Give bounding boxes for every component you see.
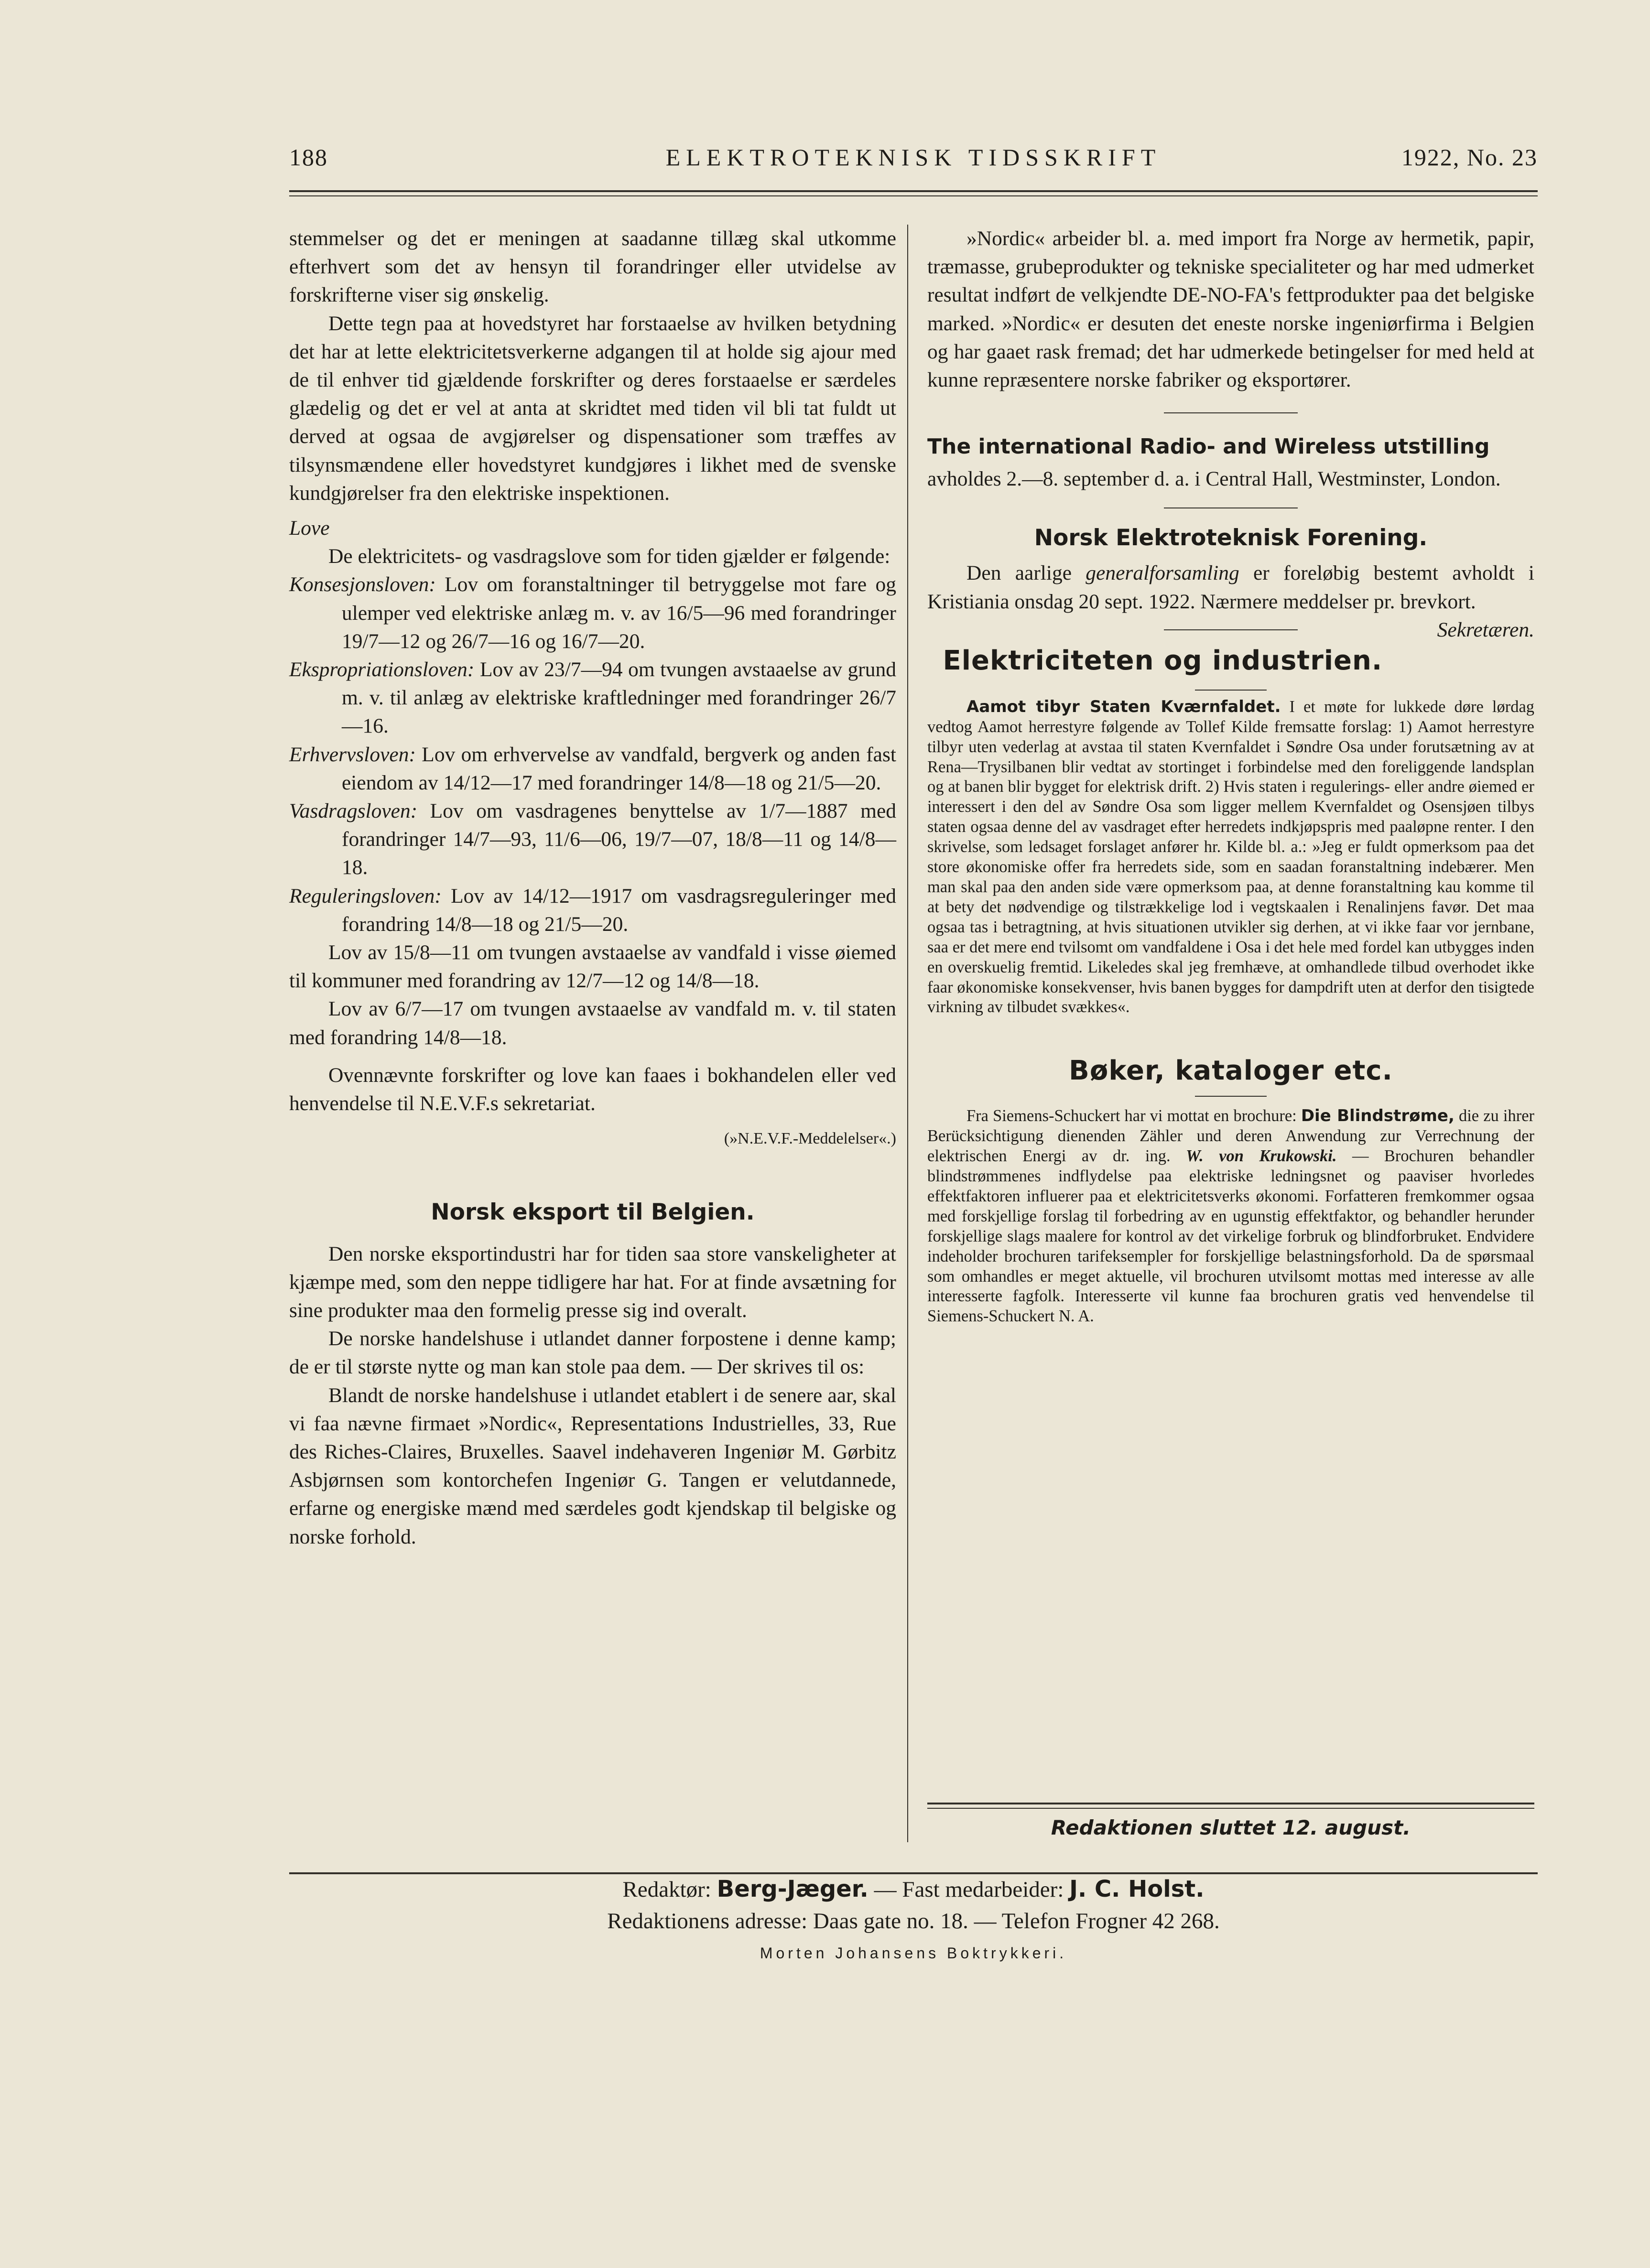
paragraph: Den norske eksportindustri har for tiden saa store vanskeligheter at kjæmpe med, som den neppe tidligere har hat. For at finde avsætning for sine produkter maa den formelig presse sig ind overalt. xyxy=(289,1242,896,1322)
law-text: Lov om foranstaltninger til betryggelse mot fare og ulemper ved elektriske anlæg m. v. av 16/5—96 med forandringer 19/7—12 og 26/7—16 og 16/7—20. xyxy=(342,573,896,653)
text-run: — Brochuren behandler blindstrømmenes indflydelse paa elektriske ledningsnet og paaviser hvorledes effektfaktoren influerer paa et elektricitetsverks økonomi. Forfatteren fremkommer ogsaa med forskjellige forslag til forbedring av en ugunstig effektfaktor, og behandler herunder forskjellige slags maalere for kontrol av det virkelige forbruk og blindforbruket. Endvidere indeholder brochuren tarifeksempler for forskjellige belastningsforhold. Da de spørsmaal som omhandles er meget aktuelle, vil brochuren utvilsomt mottas med interesse av alle interesserte fagfolk. Interesserte vil kunne faa brochuren gratis ved henvendelse til Siemens-Schuckert N. A. xyxy=(927,1147,1534,1326)
issue-label: 1922, No. 23 xyxy=(1401,144,1538,171)
export-heading: Norsk eksport til Belgien. xyxy=(431,1199,755,1225)
journal-title: ELEKTROTEKNISK TIDSSKRIFT xyxy=(665,144,1162,171)
law-text: Lov av 14/12—1917 om vasdragsreguleringer med forandring 14/8—18 og 21/5—20. xyxy=(342,884,896,936)
editorial-close-note: Redaktionen sluttet 12. august. xyxy=(1051,1816,1411,1839)
paragraph: Lov av 6/7—17 om tvungen avstaaelse av vandfald m. v. til staten med forandring 14/8—18. xyxy=(289,997,896,1049)
paragraph: Ovennævnte forskrifter og love kan faaes i bokhandelen eller ved henvendelse til N.E.V.F.s sekretariat. xyxy=(289,1063,896,1115)
law-entry xyxy=(289,882,896,939)
paragraph xyxy=(927,559,1534,641)
text-run: die zu ihrer Berücksichtigung dienenden Zähler und deren Anwendung zur Verrechnung der elektrischen Energi av dr. ing. xyxy=(927,1107,1535,1166)
section-rule xyxy=(1164,412,1298,413)
header-rule xyxy=(289,190,1538,196)
text-run: Fra Siemens-Schuckert har vi mottat en brochure: xyxy=(966,1107,1301,1125)
paragraph: Dette tegn paa at hovedstyret har forstaaelse av hvilken betydning det har at lette elektricitetsverkerne adgangen til at holde sig ajour med de til enhver tid gjældende forskrifter og deres forstaaelse er særdeles glædelig og det er vel at anta at skridtet med tiden vil bli tat fuldt ut derved at ogsaa de avgjørelser og dispensationer som træffes av tilsynsmændene eller hovedstyret kundgjøres i likhet med de svenske kundgjørelser fra den elektriske inspektionen. xyxy=(289,312,896,505)
paragraph: »Nordic« arbeider bl. a. med import fra Norge av hermetik, papir, træmasse, grubeprodukter og tekniske specialiteter og har med udmerket resultat indført de velkjendte DE-NO-FA's fettprodukter paa det belgiske marked. »Nordic« er desuten det eneste norske ingeniørfirma i Belgien og har gaaet rask fremad; det har udmerkede betingelser for med held at kunne repræsentere norske fabriker og eksportører. xyxy=(927,227,1534,392)
editor-name: Berg-Jæger. xyxy=(716,1876,868,1902)
law-entry xyxy=(289,571,896,656)
text-run: — Fast medarbeider: xyxy=(868,1877,1070,1902)
paragraph: De norske handelshuse i utlandet danner forpostene i denne kamp; de er til største nytte og man kan stole paa dem. — Der skrives til os: xyxy=(289,1327,896,1379)
boker-heading: Bøker, kataloger etc. xyxy=(1069,1055,1393,1087)
law-name: Vasdragsloven: xyxy=(289,799,418,823)
review-item xyxy=(927,1106,1534,1327)
end-rule xyxy=(927,1803,1534,1809)
book-author: W. von Krukowski. xyxy=(1186,1147,1337,1166)
news-item-title: Aamot tibyr Staten Kværnfaldet. xyxy=(966,697,1281,716)
law-text: Lov om vasdragenes benyttelse av 1/7—1887 med forandringer 14/7—93, 11/6—06, 19/7—07, 18/8—11 og 14/8—18. xyxy=(342,799,896,879)
law-text: Lov av 23/7—94 om tvungen avstaaelse av grund m. v. til anlæg av elektriske kraftledninger med forandringer 26/7—16. xyxy=(342,658,896,738)
section-rule xyxy=(1195,1096,1267,1097)
imprint-line-1 xyxy=(289,1874,1538,1904)
news-item xyxy=(927,697,1534,1018)
industri-heading: Elektriciteten og industrien. xyxy=(943,645,1383,676)
radio-heading: The international Radio- and Wireless utstilling xyxy=(927,434,1490,459)
section-heading-love: Love xyxy=(289,517,330,540)
law-name: Reguleringsloven: xyxy=(289,884,442,907)
signature: Sekretæren. xyxy=(1437,618,1534,641)
law-entry xyxy=(289,656,896,741)
page-number: 188 xyxy=(289,144,328,171)
text-run: Redaktør: xyxy=(622,1877,717,1902)
staff-name: J. C. Holst. xyxy=(1069,1876,1205,1902)
news-item-text: I et møte for lukkede døre lørdag vedtog Aamot herrestyre følgende av Tollef Kilde fremsatte forslag: 1) Aamot herrestyre tilbyr uten vederlag at avstaa til staten Kvernfaldet i Søndre Osa under forutsætning av at Rena—Trysilbanen blir vedtat av stortinget i forbindelse med den foreliggende landsplan og at banen blir bygget for elektrisk drift. 2) Hvis staten i regulerings- eller andre øiemed er interessert i den del av Søndre Osa som ligger mellem Kvernfaldet og Osensjøen tilbys staten ogsaa denne del av vasdraget efter herredets indkjøpspris med paaløpne renter. I den skrivelse, som ledsaget forslaget anfører hr. Kilde bl. a.: »Jeg er fuldt opmerksom paa det store økonomiske offer fra herredets side, som en saadan foranstaltning indebærer. Men man skal paa den anden side være opmerksom paa, at denne foranstaltning kau komme til at bety det nødvendige og tilstrækkelige lod i vegtskaalen i Renalinjens favør. Det maa ogsaa tas i betragtning, at hvis situationen utvikler sig derhen, at vi ikke faar vor jernbane, saa er det mere end tvilsomt om vandfaldene i Osa i det hele med fordel kan utbygges inden en overskuelig fremtid. Likeledes skal jeg fremhæve, at omhandlede tilbud overhodet ikke faar økonomiske konsekvenser, hvis banen bygges for dampdrift uten at derfor den tisigtede virkning av tilbudet svækkes«. xyxy=(927,697,1535,1016)
paragraph: avholdes 2.—8. september d. a. i Central Hall, Westminster, London. xyxy=(927,467,1501,491)
left-column xyxy=(289,225,896,1551)
law-name: Ekspropriationsloven: xyxy=(289,658,475,681)
emphasis: generalforsamling xyxy=(1086,562,1239,585)
imprint-line-2: Redaktionens adresse: Daas gate no. 18. — Telefon Frogner 42 268. xyxy=(607,1909,1220,1933)
forening-heading: Norsk Elektroteknisk Forening. xyxy=(1034,525,1428,551)
law-text: Lov om erhvervelse av vandfald, bergverk og anden fast eiendom av 14/12—17 med forandringer 14/8—18 og 21/5—20. xyxy=(342,743,896,794)
paragraph: Blandt de norske handelshuse i utlandet etablert i de senere aar, skal vi faa nævne firmaet »Nordic«, Representations Industrielles, 33, Rue des Riches-Claires, Bruxelles. Saavel indehaveren Ingeniør M. Gørbitz Asbjørnsen som kontorchefen Ingeniør G. Tangen er velutdannede, erfarne og energiske mænd med særdeles godt kjendskap til belgiske og norske forhold. xyxy=(289,1383,896,1548)
text-run: er foreløbig bestemt avholdt i Kristiania onsdag 20 sept. 1922. Nærmere meddelser pr. brevkort. xyxy=(927,562,1534,613)
section-rule xyxy=(1164,629,1298,630)
law-entry xyxy=(289,741,896,797)
column-divider xyxy=(907,225,908,1842)
right-column xyxy=(927,225,1534,1327)
law-entry xyxy=(289,797,896,882)
running-header xyxy=(289,143,1538,177)
text-run: Den aarlige xyxy=(966,562,1086,585)
book-title: Die Blindstrøme, xyxy=(1301,1106,1455,1126)
law-name: Erhvervsloven: xyxy=(289,743,416,766)
source-note: (»N.E.V.F.-Meddelelser«.) xyxy=(724,1130,896,1148)
paragraph: De elektricitets- og vasdragslove som for tiden gjælder er følgende: xyxy=(328,545,890,568)
paragraph: stemmelser og det er meningen at saadanne tillæg skal utkomme efterhvert som det av hensyn til forandringer eller utvidelse av forskrifterne viser sig ønskelig. xyxy=(289,227,896,307)
paragraph: Lov av 15/8—11 om tvungen avstaaelse av vandfald i visse øiemed til kommuner med forandring av 12/7—12 og 14/8—18. xyxy=(289,941,896,993)
section-rule xyxy=(1195,690,1267,691)
printer-line: Morten Johansens Boktrykkeri. xyxy=(760,1944,1067,1962)
law-name: Konsesjonsloven: xyxy=(289,573,436,596)
